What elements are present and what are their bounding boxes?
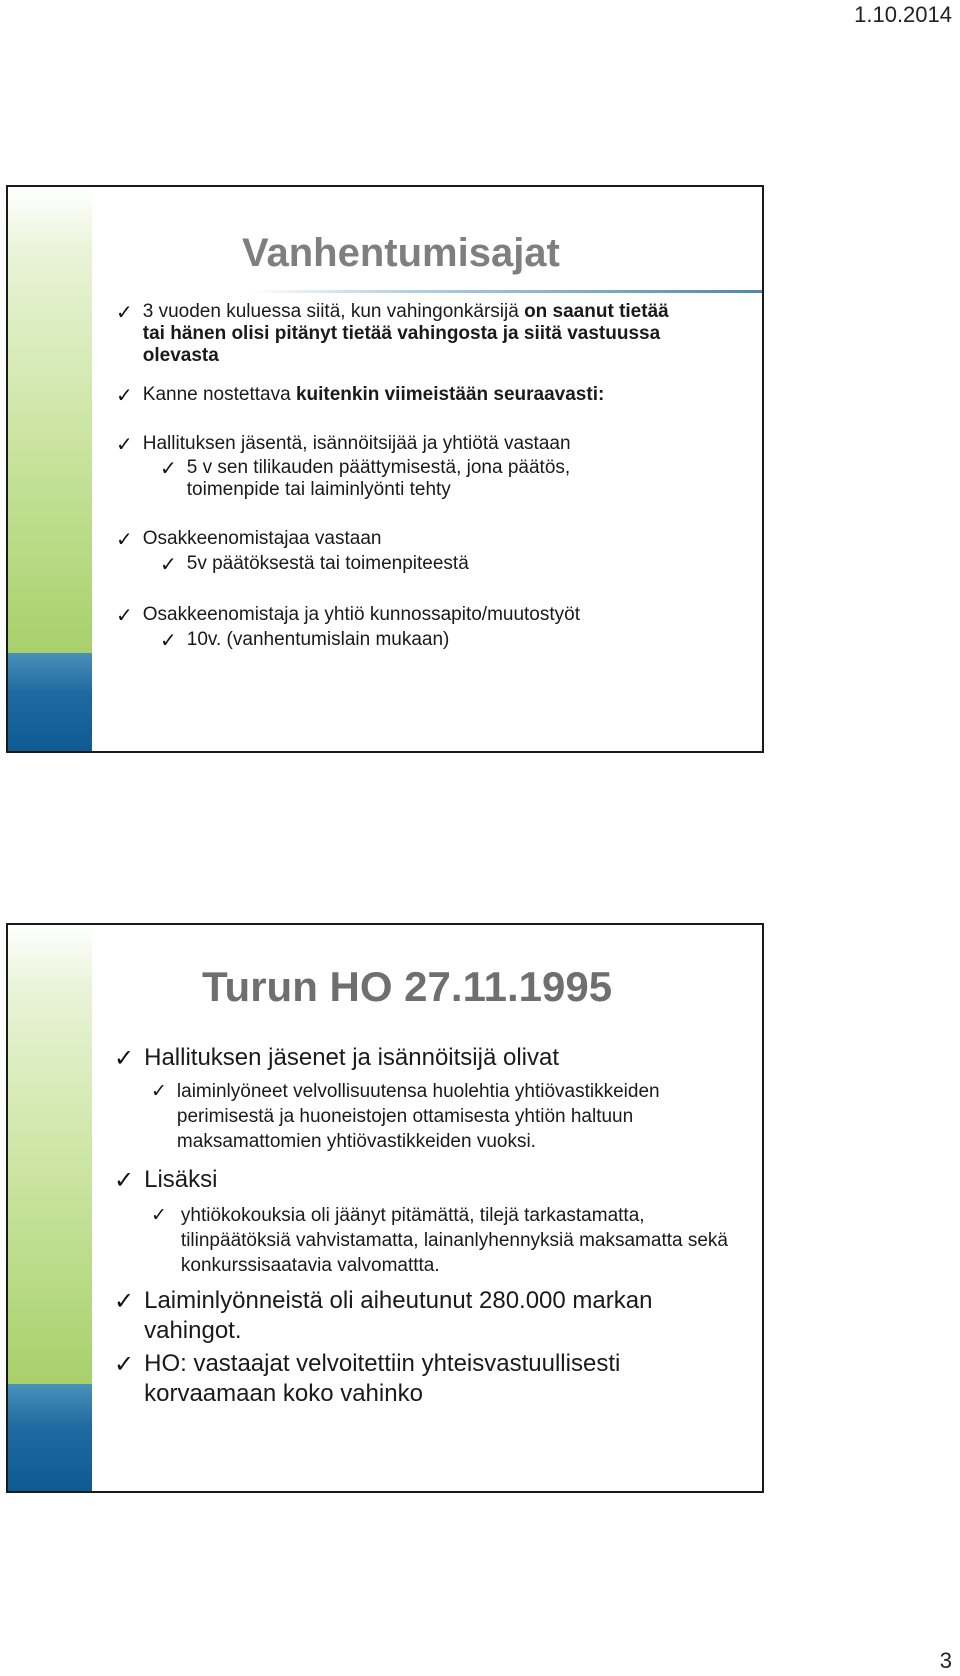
slide-turun-ho — [6, 923, 764, 1493]
check-icon: ✓ — [160, 628, 177, 652]
page-date: 1.10.2014 — [854, 2, 952, 27]
check-icon: ✓ — [114, 1287, 135, 1315]
slide-accent-stripe — [8, 187, 92, 751]
check-icon: ✓ — [116, 527, 133, 551]
check-icon: ✓ — [160, 456, 177, 480]
bullet-text: Lisäksi — [144, 1166, 218, 1193]
bullet-item — [116, 433, 716, 455]
check-icon: ✓ — [114, 1350, 135, 1378]
check-icon: ✓ — [160, 552, 177, 576]
bullet-item — [114, 1043, 734, 1073]
check-icon: ✓ — [151, 1204, 167, 1226]
bullet-text: Laiminlyönneistä oli aiheutunut 280.000 markan vahingot. — [144, 1287, 653, 1344]
bullet-item — [116, 301, 676, 367]
bullet-text: Hallituksen jäsentä, isännöitsijää ja yhtiötä vastaan — [142, 433, 571, 454]
check-icon: ✓ — [151, 1080, 167, 1102]
sub-bullet-item — [151, 1203, 731, 1278]
bullet-text: 3 vuoden kuluessa siitä, kun vahingonkärsijä — [142, 301, 525, 322]
sub-bullet-item — [160, 457, 630, 501]
bullet-text: Osakkeenomistaja ja yhtiö kunnossapito/muutostyöt — [142, 604, 580, 625]
slide-title: Vanhentumisajat — [242, 231, 560, 275]
check-icon: ✓ — [116, 603, 133, 627]
bullet-item — [114, 1349, 674, 1409]
bullet-item — [114, 1165, 734, 1195]
bullet-text: Hallituksen jäsenet ja isännöitsijä olivat — [144, 1044, 559, 1071]
bullet-item — [116, 604, 736, 626]
sub-bullet-text: laiminlyöneet velvollisuutensa huolehtia yhtiövastikkeiden perimisestä ja huoneistojen ottamisesta yhtiön haltuun maksamattomien yhtiövastikkeiden vuoksi. — [176, 1081, 660, 1152]
sub-bullet-text: yhtiökokouksia oli jäänyt pitämättä, tilejä tarkastamatta, tilinpäätöksiä vahvistamatta, lainanlyhennyksiä maksamatta sekä konkurssisaatavia valvomattta. — [180, 1205, 728, 1276]
sub-bullet-item — [160, 553, 630, 575]
sub-bullet-text: 10v. (vanhentumislain mukaan) — [186, 629, 450, 650]
bullet-item — [116, 528, 716, 550]
check-icon: ✓ — [116, 432, 133, 456]
check-icon: ✓ — [116, 300, 133, 324]
check-icon: ✓ — [116, 383, 133, 407]
bullet-text-bold: on saanut tietää tai hänen olisi pitänyt tietää vahingosta ja siitä vastuussa olevasta — [142, 301, 669, 366]
sub-bullet-text: 5v päätöksestä tai toimenpiteestä — [186, 553, 469, 574]
check-icon: ✓ — [114, 1044, 135, 1072]
slide-accent-stripe — [8, 925, 92, 1491]
page-number: 3 — [939, 1648, 952, 1673]
sub-bullet-item — [151, 1079, 731, 1154]
bullet-item — [114, 1286, 674, 1346]
bullet-text: Osakkeenomistajaa vastaan — [142, 528, 382, 549]
slide-vanhentumisajat — [6, 185, 764, 753]
slide-title: Turun HO 27.11.1995 — [202, 963, 613, 1010]
check-icon: ✓ — [114, 1166, 135, 1194]
bullet-text: Kanne nostettava — [142, 384, 296, 405]
bullet-text: HO: vastaajat velvoitettiin yhteisvastuullisesti korvaamaan koko vahinko — [144, 1350, 621, 1407]
bullet-text-bold: kuitenkin viimeistään seuraavasti: — [295, 384, 605, 405]
sub-bullet-text: 5 v sen tilikauden päättymisestä, jona päätös, toimenpide tai laiminlyönti tehty — [186, 457, 571, 500]
bullet-item — [116, 384, 716, 406]
sub-bullet-item — [160, 629, 630, 651]
title-underline — [248, 290, 762, 293]
